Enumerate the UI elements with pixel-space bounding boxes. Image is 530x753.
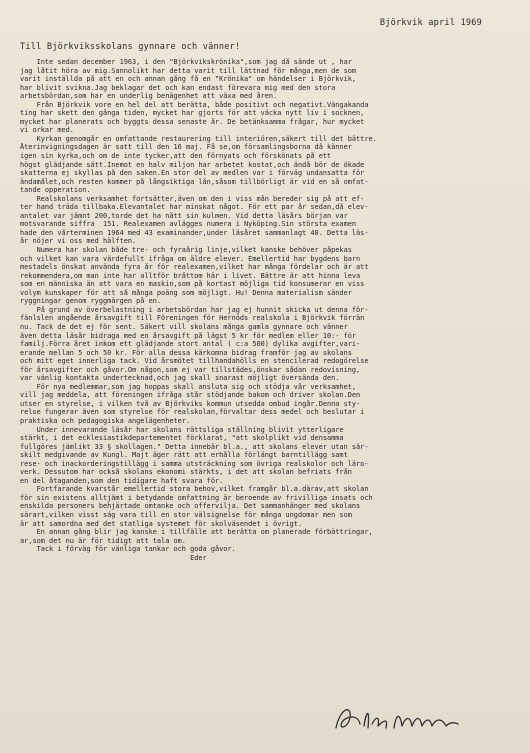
letter-line: ändamålet,och resten kommer på långsiktiga lån,såsom tillbörligt är vid en så omfat- xyxy=(20,177,369,186)
letter-line: vi orkar med. xyxy=(20,126,74,135)
letter-line: igen sin kyrka,och om de inte tycker,att den förnyats och förskönats på ett xyxy=(20,152,332,161)
letter-line: fänlslen angående årsavgift till Föreningen för Hernöds realskola i Björkvik förrän xyxy=(20,314,365,323)
letter-line: För nya medlemmar,som jag hoppas skall ansluta sig och stödja vår verksamhet, xyxy=(20,382,357,391)
letter-line: ting har skett den gånga tiden, mycket har gjorts för att väcka nytt liv i socknen, xyxy=(20,109,365,118)
letter-line: praktiska och pedagogiska angelägenheter. xyxy=(20,416,191,425)
letter-line: jag låtit höra av mig.Sannolikt har detta varit till lättnad för många,men de som xyxy=(20,66,357,75)
letter-line: år nöjer vi oss med hälften. xyxy=(20,237,137,246)
letter-line: Tack i förväg för vänliga tankar och goda gåvor. xyxy=(20,545,236,554)
letter-line: Realskolans verksamhet fortsätter,även om den i viss mån bereder sig på att ef- xyxy=(20,194,365,203)
letter-line: På grund av överbelastning i arbetsbördan har jag ej hunnit skicka ut denna för- xyxy=(20,305,369,314)
letter-line: och vilket kan vara värdefullt ifråga om äldre elever. Emellertid har bygdens barn xyxy=(20,254,361,263)
letter-line: var vänlig kontakta undertecknad,och jag skall snarast möjligt översända den. xyxy=(20,374,340,383)
handwritten-signature xyxy=(330,698,460,738)
letter-line: varit inställda på att en och annan gång få en "Krönika" om händelser i Björkvik, xyxy=(20,75,357,84)
letter-line: Återinvigningsdagen är satt till den 16 maj. Få se,om församlingsborna då känner xyxy=(20,143,352,152)
letter-line: har blivit svikna.Jag beklagar det och kan endast förevara mig med den stora xyxy=(20,83,336,92)
letter-line: mestadels önskat använda fyra år för realexamen,vilket har många fördelar och är att xyxy=(20,263,369,272)
letter-line: stärkt, i det ecklesiastikdepartementet förklarat, "att skolplikt vid densamma xyxy=(20,434,344,443)
letter-line: antalet var jämnt 200,torde det ha nått sin kulmen. Vid detta läsårs början var xyxy=(20,211,348,220)
letter-line: ar,som det nu är för tidigt att tala om. xyxy=(20,536,186,545)
letter-line: fullgöres jämlikt 33 § skollagen." Detta innebär bl.a., att skolans elever utan sär- xyxy=(20,442,369,451)
letter-line: för sin existens alltjämt i betydande omfattning är beroende av frivilliga insats och xyxy=(20,493,373,502)
salutation: Till Björkviksskolans gynnare och vänner! xyxy=(20,42,241,52)
letter-line: vill jag meddela, att föreningen ifråga står stödjande bakom och driver skolan.Den xyxy=(20,391,361,400)
letter-line: Numera har skolan både tre- och fyraårig linje,vilket kanske behöver påpekas xyxy=(20,246,352,255)
letter-line: en del åtaganden,som den tidigare haft svara för. xyxy=(20,476,224,485)
letter-line: Eder xyxy=(20,553,207,562)
letter-line: högst glädjande sätt.Inemot en halv miljon har arbetet kostat,och ändå bör de ökade xyxy=(20,160,365,169)
letter-line: även detta läsår bidraga med en årsavgift på lägst 5 kr för medlem eller 10:- för xyxy=(20,331,357,340)
letter-line: motsvarande siffra 151. Realexamen avlägges numera i Nyköping.Sin största examen xyxy=(20,220,357,229)
letter-line: Inte sedan december 1963, i den "Björkvikskrönika",som jag då sände ut , har xyxy=(20,58,352,66)
letter-line: arbetsbördan,som har en underlig benägenhet att växa med åren. xyxy=(20,92,278,101)
letter-line: för årsavgifter och gåvor.Om någon,som ej var tillstädes,önskar sådan redovisning, xyxy=(20,365,361,374)
letter-line: Kyrkan genomgår en omfattande restaurering till interiören,säkert till det bättre. xyxy=(20,134,377,143)
letter-line: Från Björkvik vore en hel del att berätta, både positivt och negativt.Vängakanda xyxy=(20,100,369,109)
letter-line: Fortfarande kvarstår emellertid stora behov,vilket framgår bl.a.därav,att skolan xyxy=(20,485,369,494)
letter-line: ter hand träda tillbaka.Elevantalet har minskat något. För ett par år sedan,då elev- xyxy=(20,203,369,212)
letter-line: särart,vilken visst ság vara till en stor välsignelse för många ungdomar men som xyxy=(20,510,352,519)
letter-line: familj.Förra året inkom ett glädjande stort antal ( c:a 500) dylika avgifter,vari- xyxy=(20,340,361,349)
letter-line: hade den vårterminen 1964 med 43 examinander,under läsåret sammanlagt 48. Detta läs- xyxy=(20,228,369,237)
letter-line: rese- och inackorderingstillägg i samma utsträckning som övriga realskolor och läro- xyxy=(20,459,369,468)
letter-body xyxy=(20,58,516,562)
letter-line: enskilda personers behjärtade omtanke och offervilja. Det sammanhänger med skolans xyxy=(20,502,361,511)
dateline: Björkvik april 1969 xyxy=(379,18,482,28)
letter-line: erande mellan 5 och 50 kr. För alla dessa kärkomna bidrag framför jag av skolans xyxy=(20,348,352,357)
letter-line: volym kunskaper för att så många poäng som möjligt. Hu! Denna materialism sänder xyxy=(20,288,352,297)
letter-line: som en människa än att vara en maskin,som på kortast möjliga tid konsumerar en viss xyxy=(20,280,365,289)
letter-line: skatterna ej skyllas på den saken.En stor del av medlen var i förväg undansatta för xyxy=(20,169,365,178)
letter-line: mycket har planerats och byggts dessa senaste år. De betänksamma frågar, hur mycket xyxy=(20,117,365,126)
letter-line: relse fungerar även som styrelse för realskolan,förvaltar dess medel och beslutar i xyxy=(20,408,365,417)
letter-line: och mitt eget innerliga tack. Vid årsmötet tillhandahölls en stencilerad redogörelse xyxy=(20,357,369,366)
letter-line: ryggningar genom ryggmärgen på en. xyxy=(20,297,162,306)
letter-line: utser en styrelse, i vilken två av Björkviks kommun utsedda ombud ingår.Denna sty- xyxy=(20,399,361,408)
letter-line: nu. Tack de det ej för sent. Säkert vill skolans många gamla gynnare och vänner xyxy=(20,322,348,331)
letter-line: Under innevarande läsår har skolans rättsliga ställning blivit ytterligare xyxy=(20,425,344,434)
letter-line: En annan gång blir jag kanske i tillfälle att berätta om planerade förbättringar, xyxy=(20,528,373,537)
letter-line: skilt medgivande av Kungl. Majt äger rätt att erhålla förlängt barntillägg samt xyxy=(20,451,348,460)
letter-line: verk. Dessutom har också skolans ekonomi stärkts, i det att skolan befriats från xyxy=(20,468,352,477)
letter-line: är att samordna med det statliga systemet för skolväsendet i övrigt. xyxy=(20,519,303,528)
letter-line: tande opperation. xyxy=(20,186,91,195)
letter-line: rekommendera,om man inte har alltför bråttom här i livet. Bättre är att hinna leva xyxy=(20,271,361,280)
